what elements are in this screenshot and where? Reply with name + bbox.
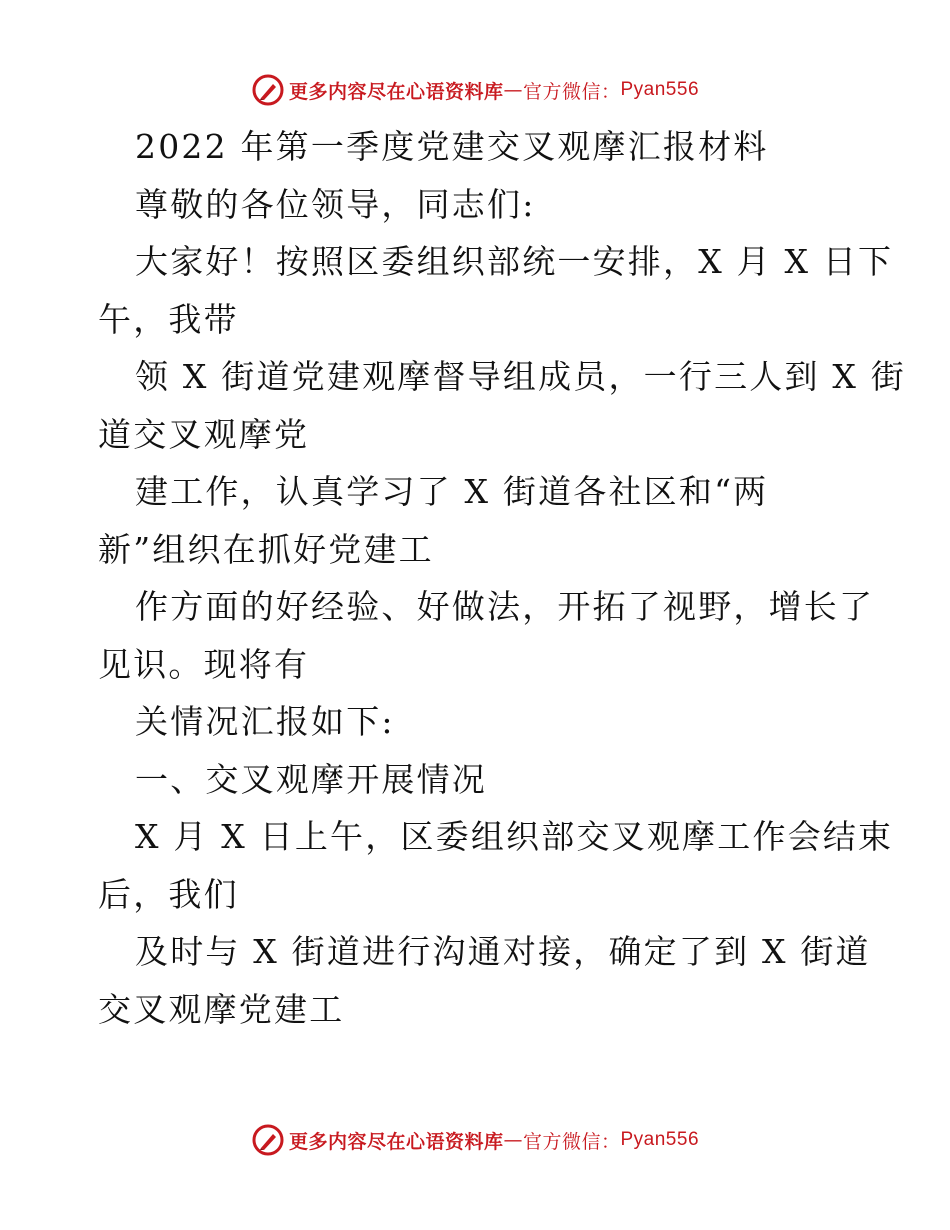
- doc-line-12: 一、交叉观摩开展情况: [135, 759, 487, 799]
- doc-line-7: 建工作，认真学习了 X 街道各社区和“两: [135, 472, 769, 511]
- watermark-dash: —: [503, 79, 523, 101]
- watermark-main-text: 更多内容尽在心语资料库: [288, 80, 504, 103]
- watermark-dash: —: [503, 1129, 523, 1151]
- doc-line-3: 大家好！按照区委组织部统一安排，X 月 X 日下: [135, 242, 894, 281]
- header-watermark: [0, 70, 950, 110]
- doc-line-9: 作方面的好经验、好做法，开拓了视野，增长了: [135, 587, 875, 626]
- watermark-wechat-id: Pyan556: [620, 79, 700, 100]
- watermark-sub-text: 官方微信：: [522, 80, 621, 103]
- doc-line-4: 午，我带: [98, 299, 239, 339]
- watermark-sub-text: 官方微信：: [522, 1130, 621, 1153]
- doc-line-16: 交叉观摩党建工: [98, 989, 345, 1029]
- doc-line-15: 及时与 X 街道进行沟通对接，确定了到 X 街道: [135, 932, 871, 971]
- doc-line-10: 见识。现将有: [98, 644, 310, 684]
- doc-line-2: 尊敬的各位领导，同志们:: [135, 184, 536, 224]
- pen-circle-icon: [251, 73, 285, 107]
- doc-line-11: 关情况汇报如下:: [135, 702, 395, 741]
- watermark-main-text: 更多内容尽在心语资料库: [288, 1130, 504, 1153]
- doc-line-14: 后，我们: [98, 874, 239, 914]
- doc-line-13: X 月 X 日上午，区委组织部交叉观摩工作会结束: [135, 817, 894, 856]
- pen-circle-icon: [251, 1123, 285, 1157]
- watermark-wechat-id: Pyan556: [620, 1129, 700, 1150]
- doc-line-1: 2022 年第一季度党建交叉观摩汇报材料: [135, 127, 769, 166]
- doc-line-6: 道交叉观摩党: [98, 414, 310, 454]
- document-body: [98, 118, 906, 1038]
- footer-watermark: [0, 1120, 950, 1160]
- doc-line-5: 领 X 街道党建观摩督导组成员，一行三人到 X 街: [135, 357, 906, 396]
- doc-line-8: 新”组织在抓好党建工: [98, 529, 434, 569]
